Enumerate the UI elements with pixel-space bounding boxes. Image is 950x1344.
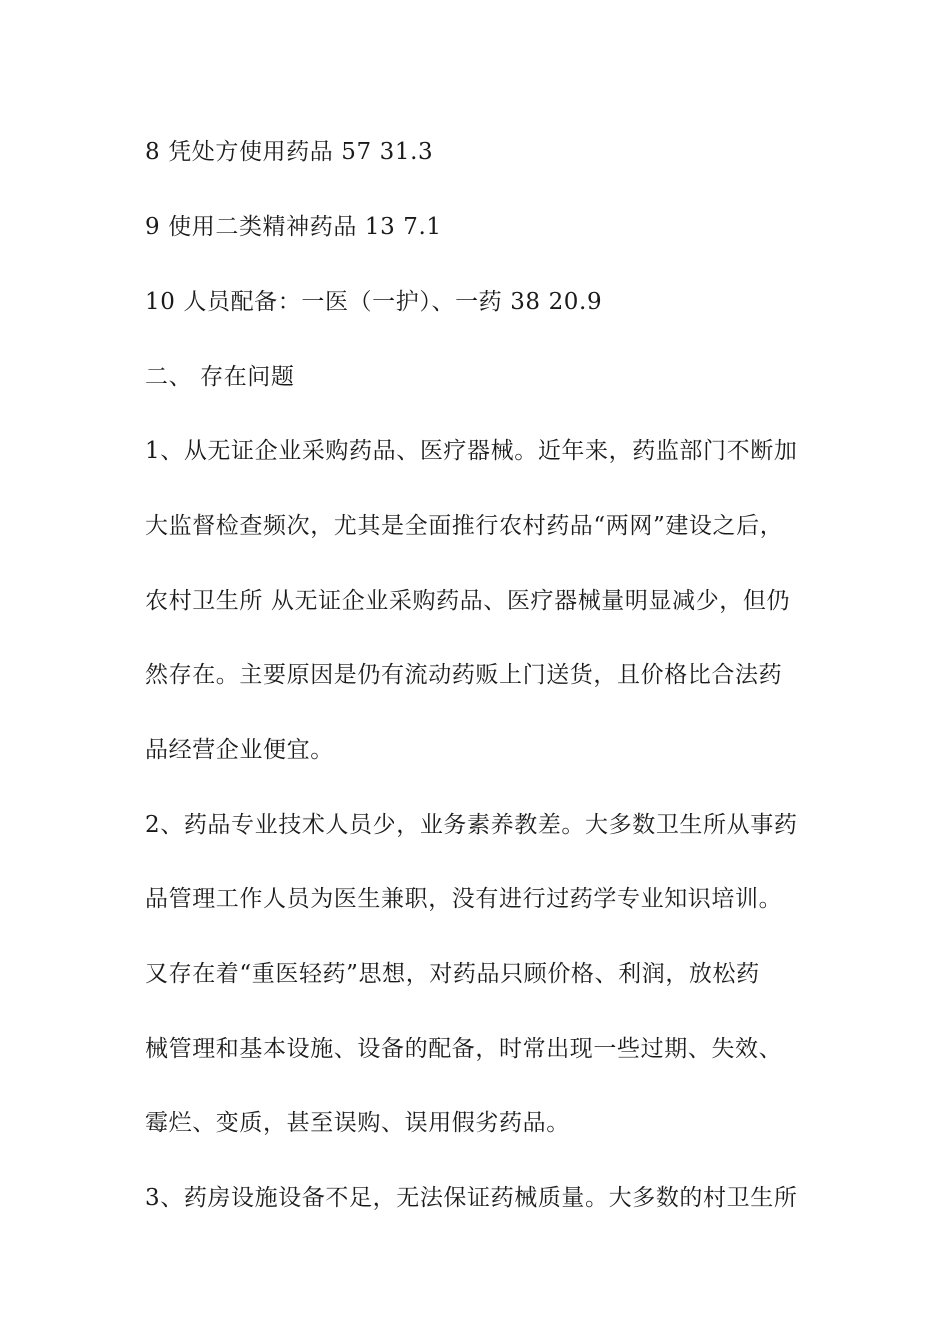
paragraph-1-line-2: 大监督检查频次，尤其是全面推行农村药品“两网”建设之后， [145, 513, 784, 539]
section-heading: 二、 存在问题 [145, 364, 295, 390]
paragraph-2-line-2: 品管理工作人员为医生兼职，没有进行过药学专业知识培训。 [145, 886, 783, 912]
paragraph-2-line-5: 霉烂、变质，甚至误购、误用假劣药品。 [145, 1110, 570, 1136]
paragraph-1-line-1: 1、从无证企业采购药品、医疗器械。近年来，药监部门不断加 [145, 438, 798, 464]
table-row-8: 8 凭处方使用药品 57 31.3 [145, 139, 434, 165]
table-row-9: 9 使用二类精神药品 13 7.1 [145, 214, 442, 240]
paragraph-2-line-4: 械管理和基本设施、设备的配备，时常出现一些过期、失效、 [145, 1036, 783, 1062]
paragraph-3-line-1: 3、药房设施设备不足，无法保证药械质量。大多数的村卫生所 [145, 1185, 798, 1211]
table-row-10: 10 人员配备：一医（一护）、一药 38 20.9 [145, 289, 603, 315]
paragraph-1-line-5: 品经营企业便宜。 [145, 737, 334, 763]
paragraph-1-line-3: 农村卫生所 从无证企业采购药品、医疗器械量明显减少，但仍 [145, 588, 791, 614]
paragraph-1-line-4: 然存在。主要原因是仍有流动药贩上门送货，且价格比合法药 [145, 662, 783, 688]
paragraph-2-line-3: 又存在着“重医轻药”思想，对药品只顾价格、利润，放松药 [145, 961, 760, 987]
paragraph-2-line-1: 2、药品专业技术人员少，业务素养教差。大多数卫生所从事药 [145, 812, 798, 838]
